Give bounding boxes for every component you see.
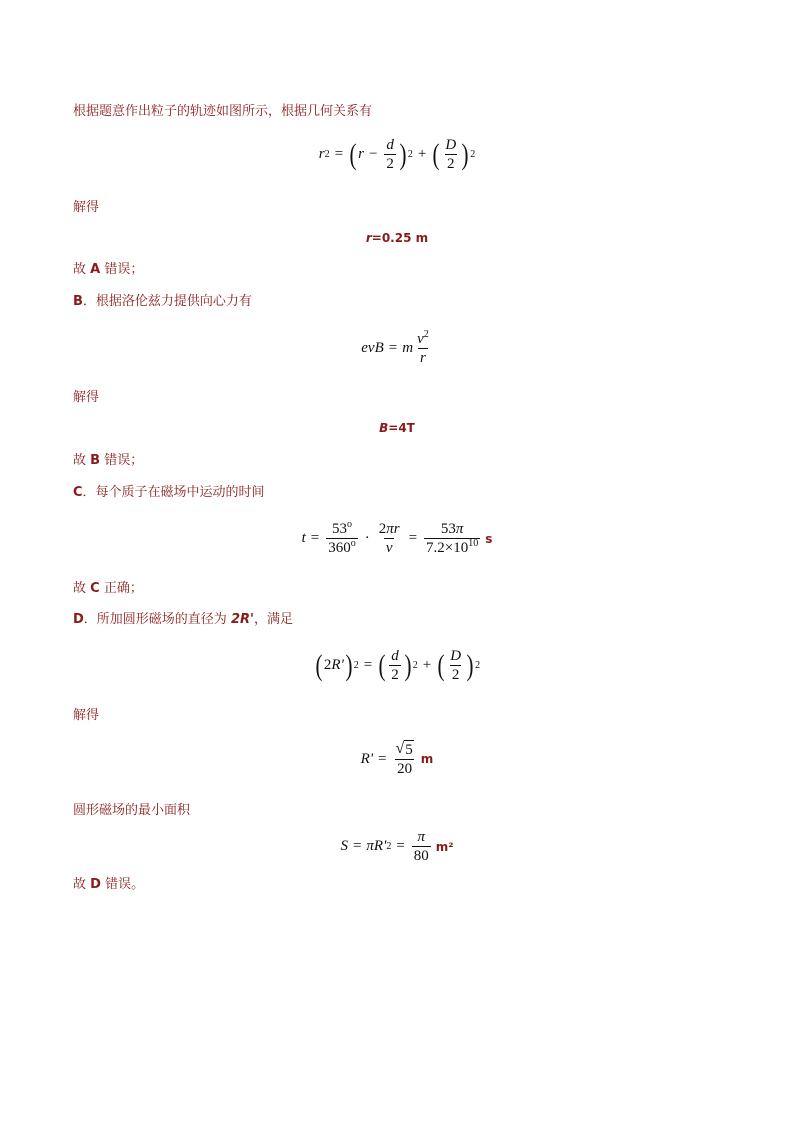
text-line-8: 故 C 正确； xyxy=(73,581,143,596)
equation-geometry: r 2 = ( r − $\frac{d}{2}$ ) 2 + ( $\frac{D}{2}$ ) 2 xyxy=(318,137,476,172)
text-line-2: 解得 xyxy=(73,200,100,215)
text-line-1: 根据题意作出粒子的轨迹如图所示，根据几何关系有 xyxy=(73,104,373,119)
equation-lorentz: evB = m $\frac{v^2}{r}$ xyxy=(361,329,429,366)
text-line-10: 解得 xyxy=(73,708,100,723)
equation-area: S = πR' 2 = $\frac{\pi}{80}$ m² xyxy=(340,829,454,864)
text-line-4: B．根据洛伦兹力提供向心力有 xyxy=(73,294,252,309)
text-line-12: 故 D 错误。 xyxy=(73,877,145,892)
equation-diameter: ( 2 R' ) 2 = ( $\frac{d}{2}$ ) 2 + ( $\frac{D}{2}$ ) 2 xyxy=(315,648,481,683)
text-line-11: 圆形磁场的最小面积 xyxy=(73,803,191,818)
text-line-6: 故 B 错误； xyxy=(73,453,144,468)
text-line-7: C．每个质子在磁场中运动的时间 xyxy=(73,485,265,500)
text-line-9: D．所加圆形磁场的直径为 2R'，满足 xyxy=(73,612,293,627)
equation-time: t = $\frac{53^o}{360^o}$ · $\frac{2\pi r}{v}$ = $\frac{53\pi}{7.2\times 10^{10}}$ s xyxy=(301,519,493,556)
text-line-3: 故 A 错误； xyxy=(73,262,144,277)
result-r: r=0.25 m xyxy=(365,231,429,245)
equation-radius: R' = √ 5 20 m xyxy=(360,740,434,777)
result-b: B=4T xyxy=(379,421,415,435)
text-line-5: 解得 xyxy=(73,390,100,405)
